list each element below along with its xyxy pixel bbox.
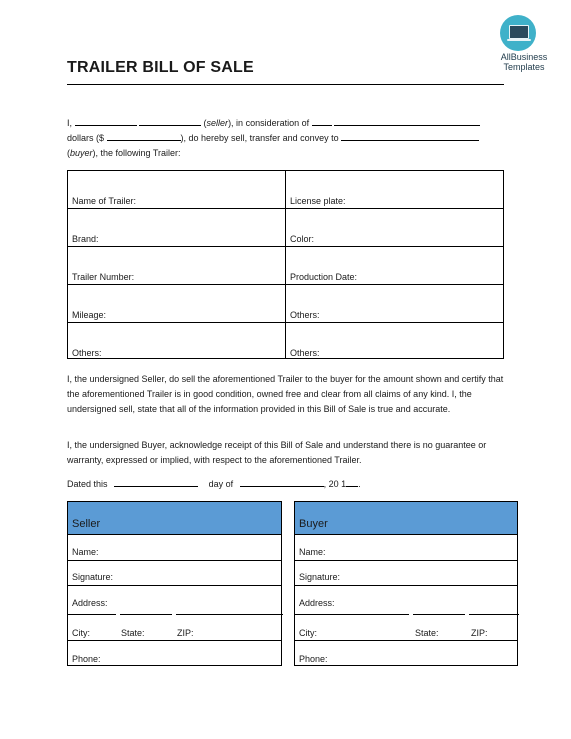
seller-signature-box [67, 501, 282, 666]
consideration-text: ), in consideration of [228, 118, 310, 128]
convey-text: ), do hereby sell, transfer and convey to [180, 133, 339, 143]
table-row-divider [68, 284, 503, 285]
row-divider [295, 585, 517, 586]
seller-city-field[interactable]: City: [72, 628, 90, 638]
intro-paragraph [67, 116, 507, 161]
following-text: ), the following Trailer: [92, 148, 181, 158]
buyer-signature-box [294, 501, 518, 666]
seller-signature-field[interactable]: Signature: [72, 572, 114, 582]
seller-first-name-blank[interactable] [75, 116, 137, 126]
brand-line-1: AllBusiness [500, 52, 548, 62]
dated-end: . [358, 479, 361, 489]
brand-line-2: Templates [503, 62, 545, 72]
seller-statement: I, the undersigned Seller, do sell the aforementioned Trailer to the buyer for the amount shown and certify that the aforementioned Trailer is in good condition, owned free and clear from all claims of any kind. I, the undersigned sell, state that all of the information provided in this Bill of Sale is true and accurate. [67, 374, 504, 414]
field-others-right-2[interactable]: Others: [290, 348, 320, 358]
row-divider [295, 640, 517, 641]
consideration-words-blank-b[interactable] [334, 116, 480, 126]
intro-line-2 [67, 131, 507, 146]
buyer-state-field[interactable]: State: [415, 628, 439, 638]
month-blank[interactable] [240, 477, 324, 487]
table-row-divider [68, 246, 503, 247]
dollars-text: dollars ($ [67, 133, 105, 143]
field-production-date[interactable]: Production Date: [290, 272, 358, 282]
dollar-amount-blank[interactable] [107, 131, 181, 141]
seller-name-field[interactable]: Name: [72, 547, 99, 557]
seller-zip-field[interactable]: ZIP: [177, 628, 194, 638]
address-segment [68, 614, 116, 615]
address-segment [120, 614, 172, 615]
field-name-of-trailer[interactable]: Name of Trailer: [72, 196, 137, 206]
title-divider [67, 84, 504, 85]
table-column-divider [285, 171, 286, 358]
buyer-address-field[interactable]: Address: [299, 598, 335, 608]
table-row-divider [68, 208, 503, 209]
brand-logo-text [478, 52, 570, 72]
intro-line-3: (buyer), the following Trailer: [67, 148, 181, 158]
buyer-header [295, 502, 517, 535]
laptop-icon [500, 15, 536, 51]
consideration-words-blank-a[interactable] [312, 116, 332, 126]
seller-last-name-blank[interactable] [139, 116, 201, 126]
seller-state-field[interactable]: State: [121, 628, 145, 638]
row-divider [295, 560, 517, 561]
laptop-screen [509, 25, 529, 39]
field-mileage[interactable]: Mileage: [72, 310, 107, 320]
buyer-city-field[interactable]: City: [299, 628, 317, 638]
seller-word: seller [206, 118, 229, 128]
field-others-right-1[interactable]: Others: [290, 310, 320, 320]
buyer-signature-field[interactable]: Signature: [299, 572, 341, 582]
row-divider [68, 585, 281, 586]
buyer-name-field[interactable]: Name: [299, 547, 326, 557]
buyer-phone-field[interactable]: Phone: [299, 654, 328, 664]
seller-header [68, 502, 281, 535]
intro-line-1: I, (seller), in consideration of [67, 116, 507, 131]
address-segment [413, 614, 465, 615]
page-title: TRAILER BILL OF SALE [67, 59, 254, 76]
day-of-text: day of [208, 479, 234, 489]
seller-phone-field[interactable]: Phone: [72, 654, 101, 664]
day-blank[interactable] [114, 477, 198, 487]
trailer-details-table [67, 170, 504, 359]
buyer-word: buyer [70, 148, 93, 158]
table-row-divider [68, 322, 503, 323]
address-segment [295, 614, 409, 615]
laptop-base [507, 39, 531, 41]
field-color[interactable]: Color: [290, 234, 315, 244]
field-others-left[interactable]: Others: [72, 348, 102, 358]
row-divider [68, 640, 281, 641]
address-segment [469, 614, 519, 615]
dated-prefix: Dated this [67, 479, 108, 489]
buyer-statement: I, the undersigned Buyer, acknowledge receipt of this Bill of Sale and understand there is no guarantee or warranty, expressed or implied, with respect to the aforementioned Trailer. [67, 440, 487, 465]
year-prefix: , 20 1 [323, 479, 347, 489]
year-blank[interactable] [346, 477, 358, 487]
seller-address-field[interactable]: Address: [72, 598, 108, 608]
intro-i: I, [67, 118, 73, 128]
field-license-plate[interactable]: License plate: [290, 196, 346, 206]
dated-line [67, 477, 507, 492]
address-segment [176, 614, 283, 615]
buyer-zip-field[interactable]: ZIP: [471, 628, 488, 638]
buyer-heading: Buyer [299, 518, 328, 530]
field-trailer-number[interactable]: Trailer Number: [72, 272, 135, 282]
row-divider [68, 560, 281, 561]
field-brand[interactable]: Brand: [72, 234, 99, 244]
seller-heading: Seller [72, 518, 101, 530]
buyer-name-blank[interactable] [341, 131, 479, 141]
